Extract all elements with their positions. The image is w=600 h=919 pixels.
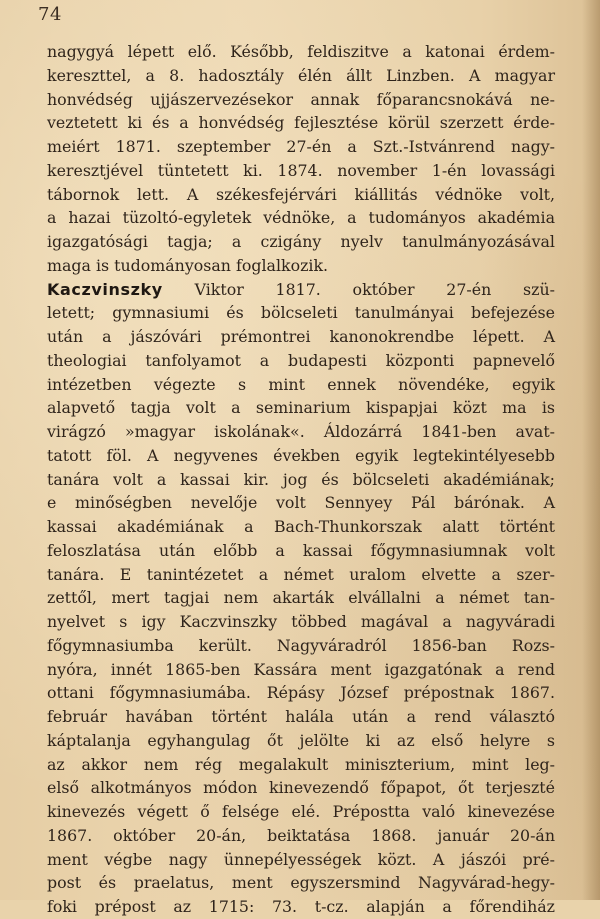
- body-text: [47, 40, 555, 919]
- line-text: e minőségben nevelője volt Sennyey Pál bárónak. A: [47, 493, 555, 513]
- line-text: Viktor 1817. október 27-én szü-: [162, 279, 555, 299]
- line-text: után a jászóvári prémontrei kanonokrendbe lépett. A: [47, 327, 555, 346]
- text-line: [47, 254, 555, 278]
- line-text: theologiai tanfolyamot a budapesti központi papnevelő: [47, 350, 555, 370]
- entry-name: Kaczvinszky: [47, 279, 163, 299]
- text-line: [47, 230, 555, 254]
- page-number: 74: [38, 4, 62, 25]
- line-text: február havában történt halála után a rend választó: [47, 707, 555, 726]
- text-line: [47, 64, 555, 88]
- line-text: kassai akadémiának a Bach-Thunkorszak alatt történt: [47, 517, 555, 536]
- text-line: [47, 515, 555, 539]
- text-line: [47, 396, 555, 420]
- text-line: [47, 705, 555, 729]
- line-text: ment végbe nagy ünnepélyességek közt. A jászói pré-: [47, 849, 555, 869]
- text-line: [47, 563, 555, 587]
- text-line: [47, 301, 555, 325]
- line-text: tanára volt a kassai kir. jog és bölcseleti akadémiának;: [47, 469, 555, 489]
- text-line: [47, 40, 555, 64]
- line-text: első alkotmányos módon kinevezendő főpapot, őt terjeszté: [47, 778, 555, 798]
- line-text: feloszlatása után előbb a kassai főgymnasiumnak volt: [47, 540, 555, 560]
- text-line: [47, 111, 555, 135]
- line-text: alapvető tagja volt a seminarium kispapjai közt ma is: [47, 398, 555, 418]
- text-line: [47, 349, 555, 373]
- line-text: foki prépost az 1715: 73. t-cz. alapján a főrendiház: [47, 897, 555, 916]
- line-text: ottani főgymnasiumába. Répásy József prépostnak 1867.: [47, 683, 555, 703]
- text-line: [47, 753, 555, 777]
- line-text: kereszttel, a 8. hadosztály élén állt Linzben. A magyar: [47, 65, 555, 85]
- text-line: [47, 539, 555, 563]
- line-text: az akkor nem rég megalakult miniszterium, mint leg-: [47, 754, 555, 774]
- text-line: [47, 468, 555, 492]
- text-line: [47, 610, 555, 634]
- line-text: nyóra, innét 1865-ben Kassára ment igazgatónak a rend: [47, 659, 555, 679]
- line-text: virágzó »magyar iskolának«. Áldozárrá 1841-ben avat-: [47, 422, 555, 441]
- text-line: [47, 420, 555, 444]
- text-line: [47, 800, 555, 824]
- text-line: [47, 325, 555, 349]
- line-text: meiért 1871. szeptember 27-én a Szt.-Istvánrend nagy-: [47, 137, 555, 156]
- text-line: [47, 88, 555, 112]
- line-text: káptalanja egyhangulag őt jelölte ki az első helyre s: [47, 730, 555, 750]
- text-line: [47, 278, 555, 302]
- text-line: [47, 206, 555, 230]
- line-text: honvédség ujjászervezésekor annak főparancsnokává ne-: [47, 89, 555, 109]
- text-line: [47, 586, 555, 610]
- text-line: [47, 491, 555, 515]
- line-text: főgymnasiumba került. Nagyváradról 1856-ban Rozs-: [47, 635, 555, 655]
- text-line: [47, 373, 555, 397]
- line-text: igazgatósági tagja; a czigány nyelv tanulmányozásával: [47, 232, 555, 251]
- line-text: veztetett ki és a honvédség fejlesztése körül szerzett érde-: [47, 113, 555, 133]
- text-line: [47, 824, 555, 848]
- text-line: [47, 895, 555, 919]
- line-text: nyelvet s igy Kaczvinszky többed magával a nagyváradi: [47, 612, 555, 631]
- line-text: keresztjével tüntetett ki. 1874. november 1-én lovassági: [47, 160, 555, 180]
- line-text: a hazai tüzoltó-egyletek védnöke, a tudományos akadémia: [47, 208, 555, 228]
- line-text: tatott föl. A negyvenes években egyik legtekintélyesebb: [47, 445, 555, 465]
- line-text: maga is tudományosan foglalkozik.: [47, 255, 329, 275]
- text-line: [47, 848, 555, 872]
- line-text: tábornok lett. A székesfejérvári kiállitás védnöke volt,: [47, 184, 555, 204]
- line-text: post és praelatus, ment egyszersmind Nagyvárad-hegy-: [47, 873, 555, 893]
- text-line: [47, 729, 555, 753]
- text-line: [47, 871, 555, 895]
- line-text: intézetben végezte s mint ennek növendéke, egyik: [47, 374, 555, 394]
- page-edge-shadow: [582, 0, 600, 900]
- text-line: [47, 776, 555, 800]
- text-line: [47, 658, 555, 682]
- line-text: tanára. E tanintézetet a német uralom elvette a szer-: [47, 564, 555, 584]
- text-line: [47, 634, 555, 658]
- line-text: zettől, mert tagjai nem akarták elvállalni a német tan-: [47, 588, 555, 608]
- text-line: [47, 135, 555, 159]
- line-text: 1867. október 20-án, beiktatása 1868. január 20-án: [47, 825, 555, 845]
- text-line: [47, 681, 555, 705]
- text-line: [47, 183, 555, 207]
- line-text: nagygyá lépett elő. Később, feldiszitve a katonai érdem-: [47, 42, 555, 61]
- line-text: kinevezés végett ő felsége elé. Prépostta való kinevezése: [47, 802, 555, 821]
- text-line: [47, 444, 555, 468]
- text-line: [47, 159, 555, 183]
- line-text: letett; gymnasiumi és bölcseleti tanulmányai befejezése: [47, 303, 555, 323]
